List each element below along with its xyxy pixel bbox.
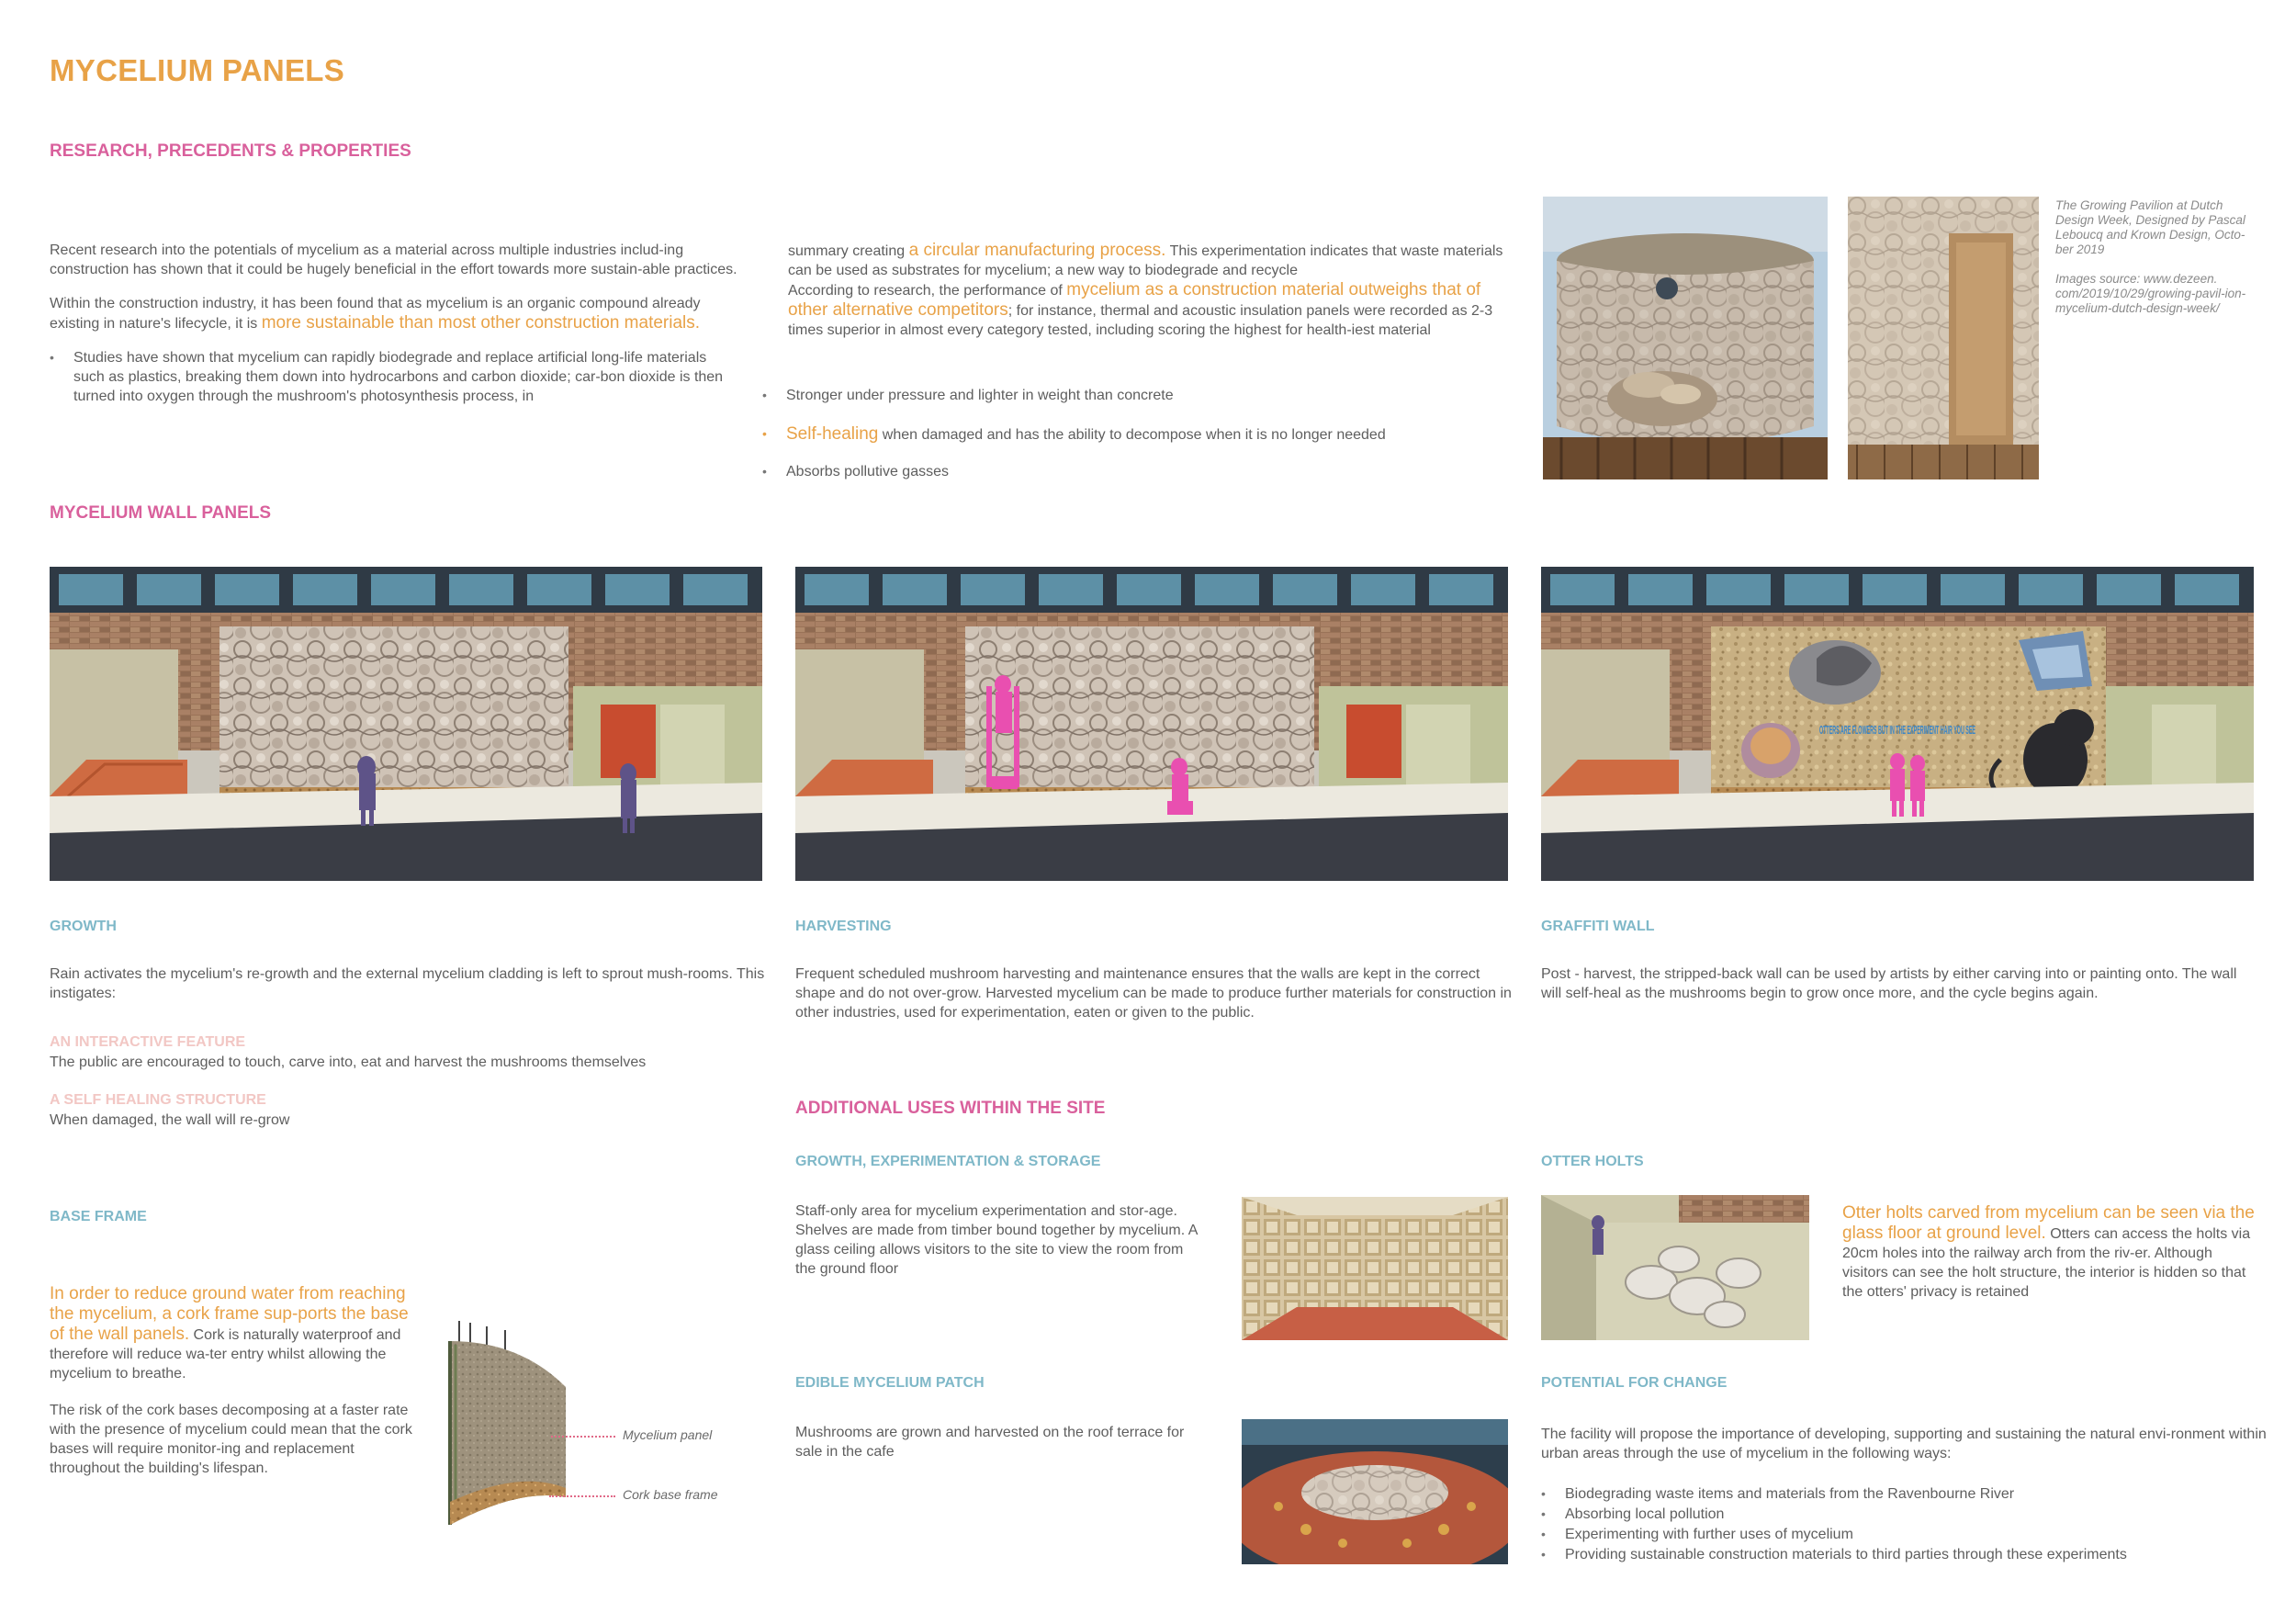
list-item: • Stronger under pressure and lighter in weight than concrete <box>762 386 1515 405</box>
highlight-text: In order to reduce ground water from reaching the mycelium, a cork frame sup-ports the base of the wall panels. <box>50 1284 409 1344</box>
self-healing-text: When damaged, the wall will re-grow <box>50 1112 290 1128</box>
otter-holts-render <box>1541 1195 1809 1340</box>
harvesting-heading: HARVESTING <box>795 919 892 934</box>
paragraph-text: Within the construction industry, it has been found that as mycelium is an organic compound already existing in nature's lifecycle, it is <box>50 296 701 332</box>
paragraph-text: This experimentation indicates that waste materials can be used as substrates for mycelium; a new way to biodegrade and recycle <box>788 243 1503 278</box>
self-healing-heading: A SELF HEALING STRUCTURE <box>50 1092 266 1108</box>
edible-patch-text: Mushrooms are grown and harvested on the roof terrace for sale in the cafe <box>795 1425 1185 1460</box>
potential-change-heading: POTENTIAL FOR CHANGE <box>1541 1375 1728 1391</box>
research-paragraph <box>50 294 738 333</box>
edible-patch-render <box>1242 1419 1508 1564</box>
list-item: • Studies have shown that mycelium can rapidly biodegrade and replace artificial long-life materials such as plastics, breaking them down into hydrocarbons and carbon dioxide; car-bon dioxide is then turned into oxygen through the mushroom's photosynthesis process, in <box>50 348 738 406</box>
interactive-feature-heading: AN INTERACTIVE FEATURE <box>50 1034 246 1050</box>
paragraph-text: ; for instance, thermal and acoustic insulation panels were recorded as 2-3 times superior in almost every category tested, including scoring the highest for health-iest material <box>788 303 1493 338</box>
label-leader-line <box>549 1495 615 1497</box>
growth-render <box>50 567 762 881</box>
storage-heading: GROWTH, EXPERIMENTATION & STORAGE <box>795 1154 1101 1169</box>
page-title: MYCELIUM PANELS <box>50 53 345 87</box>
growth-heading: GROWTH <box>50 919 117 934</box>
highlight-text: mycelium as a construction material outweighs that of other alternative competitors <box>788 280 1481 320</box>
research-column-2 <box>788 241 1523 340</box>
graffiti-text: Post - harvest, the stripped-back wall can be used by artists by either carving into or painting onto. The wall will self-heal as the mushrooms begin to grow once more, and the cycle begins again. <box>1541 966 2237 1001</box>
list-item: • Experimenting with further uses of mycelium <box>1541 1525 2267 1544</box>
growth-text: Rain activates the mycelium's re-growth and the external mycelium cladding is left to sprout mush-rooms. This instigates: <box>50 966 765 1001</box>
paragraph-text: According to research, the performance of <box>788 283 1067 299</box>
potential-change-list <box>1541 1484 2267 1565</box>
list-item: • Absorbing local pollution <box>1541 1505 2267 1524</box>
otter-holts-text <box>1842 1203 2260 1302</box>
highlight-text: Self-healing <box>786 424 879 444</box>
harvesting-section <box>795 919 1512 1022</box>
list-item-text: when damaged and has the ability to decompose when it is no longer needed <box>878 427 1386 443</box>
highlight-text: more sustainable than most other construction materials. <box>261 313 701 333</box>
potential-change-text: The facility will propose the importance of developing, supporting and sustaining the natural envi-ronment within urban areas through the use of mycelium in the following ways: <box>1541 1427 2267 1461</box>
list-item: • Providing sustainable construction materials to third parties through these experiments <box>1541 1545 2267 1564</box>
growth-section <box>50 919 766 1130</box>
section-heading-research: RESEARCH, PRECEDENTS & PROPERTIES <box>50 141 411 161</box>
base-frame-heading: BASE FRAME <box>50 1209 147 1224</box>
highlight-text: a circular manufacturing process. <box>908 241 1166 260</box>
research-bullet-list <box>50 348 738 406</box>
otter-holts-heading: OTTER HOLTS <box>1541 1154 1644 1169</box>
graffiti-render <box>1541 567 2254 881</box>
mycelium-panel-label: Mycelium panel <box>623 1427 713 1442</box>
highlight-text: Otter holts carved from mycelium can be seen via the glass floor at ground level. <box>1842 1203 2255 1243</box>
caption-text: The Growing Pavilion at Dutch Design Week, Designed by Pascal Leboucq and Krown Design, Octo-ber 2019 <box>2055 198 2245 256</box>
harvesting-render <box>795 567 1508 881</box>
research-paragraph <box>788 280 1523 340</box>
research-paragraph: Recent research into the potentials of mycelium as a material across multiple industries includ-ing construction has shown that it could be hugely beneficial in the effort towards more sustain-able practices. <box>50 242 737 277</box>
caption-source: Images source: www.dezeen. com/2019/10/29/growing-pavil-ion-mycelium-dutch-design-week/ <box>2055 272 2246 315</box>
list-item: • Absorbs pollutive gasses <box>762 462 1515 481</box>
section-heading-additional-uses: ADDITIONAL USES WITHIN THE SITE <box>795 1099 1106 1118</box>
paragraph-text: Otters can access the holts via 20cm holes into the railway arch from the riv-er. Although visitors can see the holt structure, the interior is hidden so that the otters' privacy is retained <box>1842 1226 2251 1300</box>
mural-text: OTTERS ARE FLOWERS BUT IN THE EXPERIMENT HAIR YOU SEE <box>1819 723 1976 737</box>
base-frame-paragraph <box>50 1284 412 1383</box>
pavilion-caption <box>2055 198 2257 316</box>
base-frame-text <box>50 1284 412 1478</box>
properties-bullet-list <box>762 386 1515 494</box>
label-leader-line <box>551 1436 615 1438</box>
storage-text: Staff-only area for mycelium experimentation and stor-age. Shelves are made from timber bound together by mycelium. A glass ceiling allows visitors to the site to view the room from the ground floor <box>795 1203 1198 1277</box>
pavilion-photo-2 <box>1848 197 2039 479</box>
cork-base-label: Cork base frame <box>623 1487 718 1502</box>
base-frame-paragraph: The risk of the cork bases decomposing at a faster rate with the presence of mycelium could mean that the cork bases will require monitor-ing and replacement throughout the building's lifespan. <box>50 1403 412 1476</box>
section-heading-wall-panels: MYCELIUM WALL PANELS <box>50 503 272 523</box>
list-item <box>762 424 1515 445</box>
pavilion-photo-1 <box>1543 197 1828 479</box>
harvesting-text: Frequent scheduled mushroom harvesting and maintenance ensures that the walls are kept in the correct shape and do not over-grow. Harvested mycelium can be made to produce further materials for construction in other industries, used for experimentation, eaten or given to the public. <box>795 966 1512 1021</box>
research-paragraph <box>788 241 1523 280</box>
paragraph-text: Cork is naturally waterproof and therefore will reduce wa-ter entry whilst allowing the mycelium to breathe. <box>50 1327 401 1382</box>
edible-patch-heading: EDIBLE MYCELIUM PATCH <box>795 1375 985 1391</box>
list-item: • Biodegrading waste items and materials from the Ravenbourne River <box>1541 1484 2267 1504</box>
paragraph-text: summary creating <box>788 243 909 259</box>
interactive-feature-text: The public are encouraged to touch, carve into, eat and harvest the mushrooms themselves <box>50 1054 647 1070</box>
research-column-1 <box>50 241 738 419</box>
graffiti-heading: GRAFFITI WALL <box>1541 919 1655 934</box>
storage-render <box>1242 1197 1508 1340</box>
graffiti-section <box>1541 919 2257 1003</box>
